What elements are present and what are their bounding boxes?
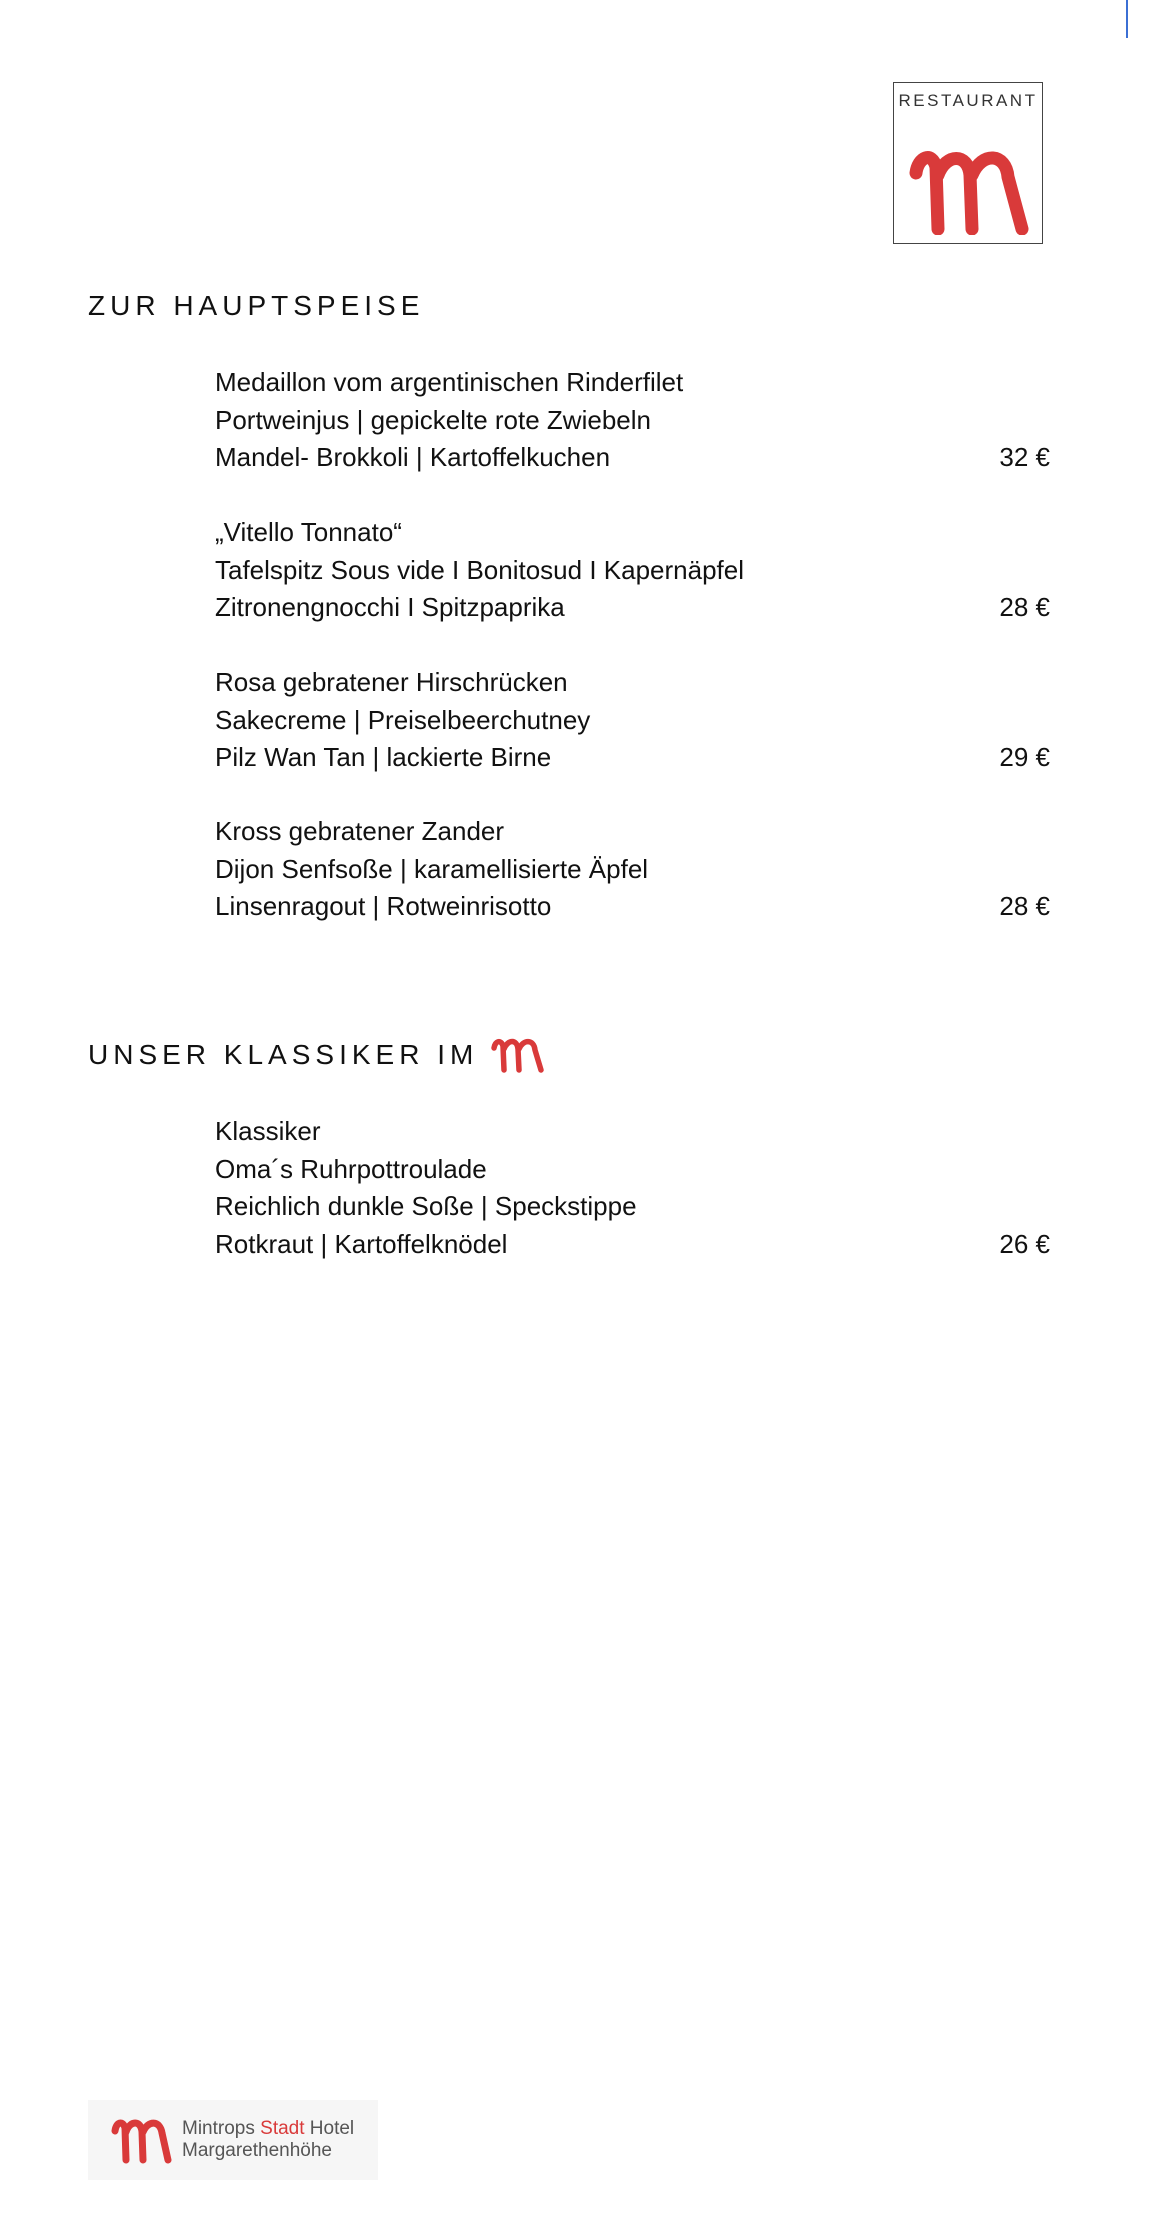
- dish-item: [215, 664, 1050, 777]
- dish-item: [215, 1113, 1050, 1263]
- m-logo-icon: [110, 2116, 174, 2164]
- dish-description: Tafelspitz Sous vide I Bonitosud I Kapernäpfel: [215, 554, 744, 585]
- dish-description: Sakecreme | Preiselbeerchutney: [215, 704, 591, 735]
- dish-title: Oma´s Ruhrpottroulade: [215, 1153, 487, 1184]
- dish-description: Portweinjus | gepickelte rote Zwiebeln: [215, 404, 651, 435]
- dish-price: 29 €: [999, 742, 1050, 772]
- dish-title: „Vitello Tonnato“: [215, 517, 402, 547]
- dish-item: [215, 364, 1050, 477]
- hotel-name: [182, 2118, 354, 2162]
- logo-label: RESTAURANT: [898, 91, 1038, 110]
- dish-description: Zitronengnocchi I Spitzpaprika: [215, 592, 565, 622]
- dish-item: [215, 514, 1050, 627]
- dish-description: Rotkraut | Kartoffelknödel: [215, 1228, 508, 1259]
- dish-item: [215, 813, 1050, 926]
- hotel-name-part: Mintrops: [182, 2118, 261, 2139]
- m-logo-icon: [490, 1036, 546, 1074]
- dish-title: Kross gebratener Zander: [215, 816, 505, 846]
- section-heading-text: UNSER KLASSIKER IM: [88, 1039, 479, 1070]
- dish-description: Mandel- Brokkoli | Kartoffelkuchen: [215, 442, 611, 472]
- dish-price: 26 €: [999, 1228, 1050, 1259]
- dish-description: Pilz Wan Tan | lackierte Birne: [215, 742, 552, 772]
- dish-description: Reichlich dunkle Soße | Speckstippe: [215, 1191, 637, 1221]
- section-heading-classics: [88, 1036, 546, 1074]
- hotel-location: Margarethenhöhe: [182, 2140, 332, 2161]
- restaurant-logo: [893, 82, 1043, 244]
- section-heading-main-course: ZUR HAUPTSPEISE: [88, 290, 425, 321]
- dish-price: 28 €: [999, 592, 1050, 622]
- dish-price: 32 €: [999, 442, 1050, 472]
- dish-price: 28 €: [999, 891, 1050, 921]
- dish-description: Linsenragout | Rotweinrisotto: [215, 891, 552, 921]
- m-logo-icon: [906, 145, 1032, 235]
- page-edge-marker: [1126, 0, 1128, 38]
- dish-description: Dijon Senfsoße | karamellisierte Äpfel: [215, 853, 649, 884]
- dish-title: Rosa gebratener Hirschrücken: [215, 667, 568, 697]
- hotel-footer-logo: [88, 2100, 378, 2180]
- hotel-name-part: Hotel: [304, 2118, 355, 2139]
- dish-title: Medaillon vom argentinischen Rinderfilet: [215, 367, 684, 397]
- hotel-name-accent: Stadt: [260, 2118, 305, 2139]
- dish-category: Klassiker: [215, 1116, 321, 1146]
